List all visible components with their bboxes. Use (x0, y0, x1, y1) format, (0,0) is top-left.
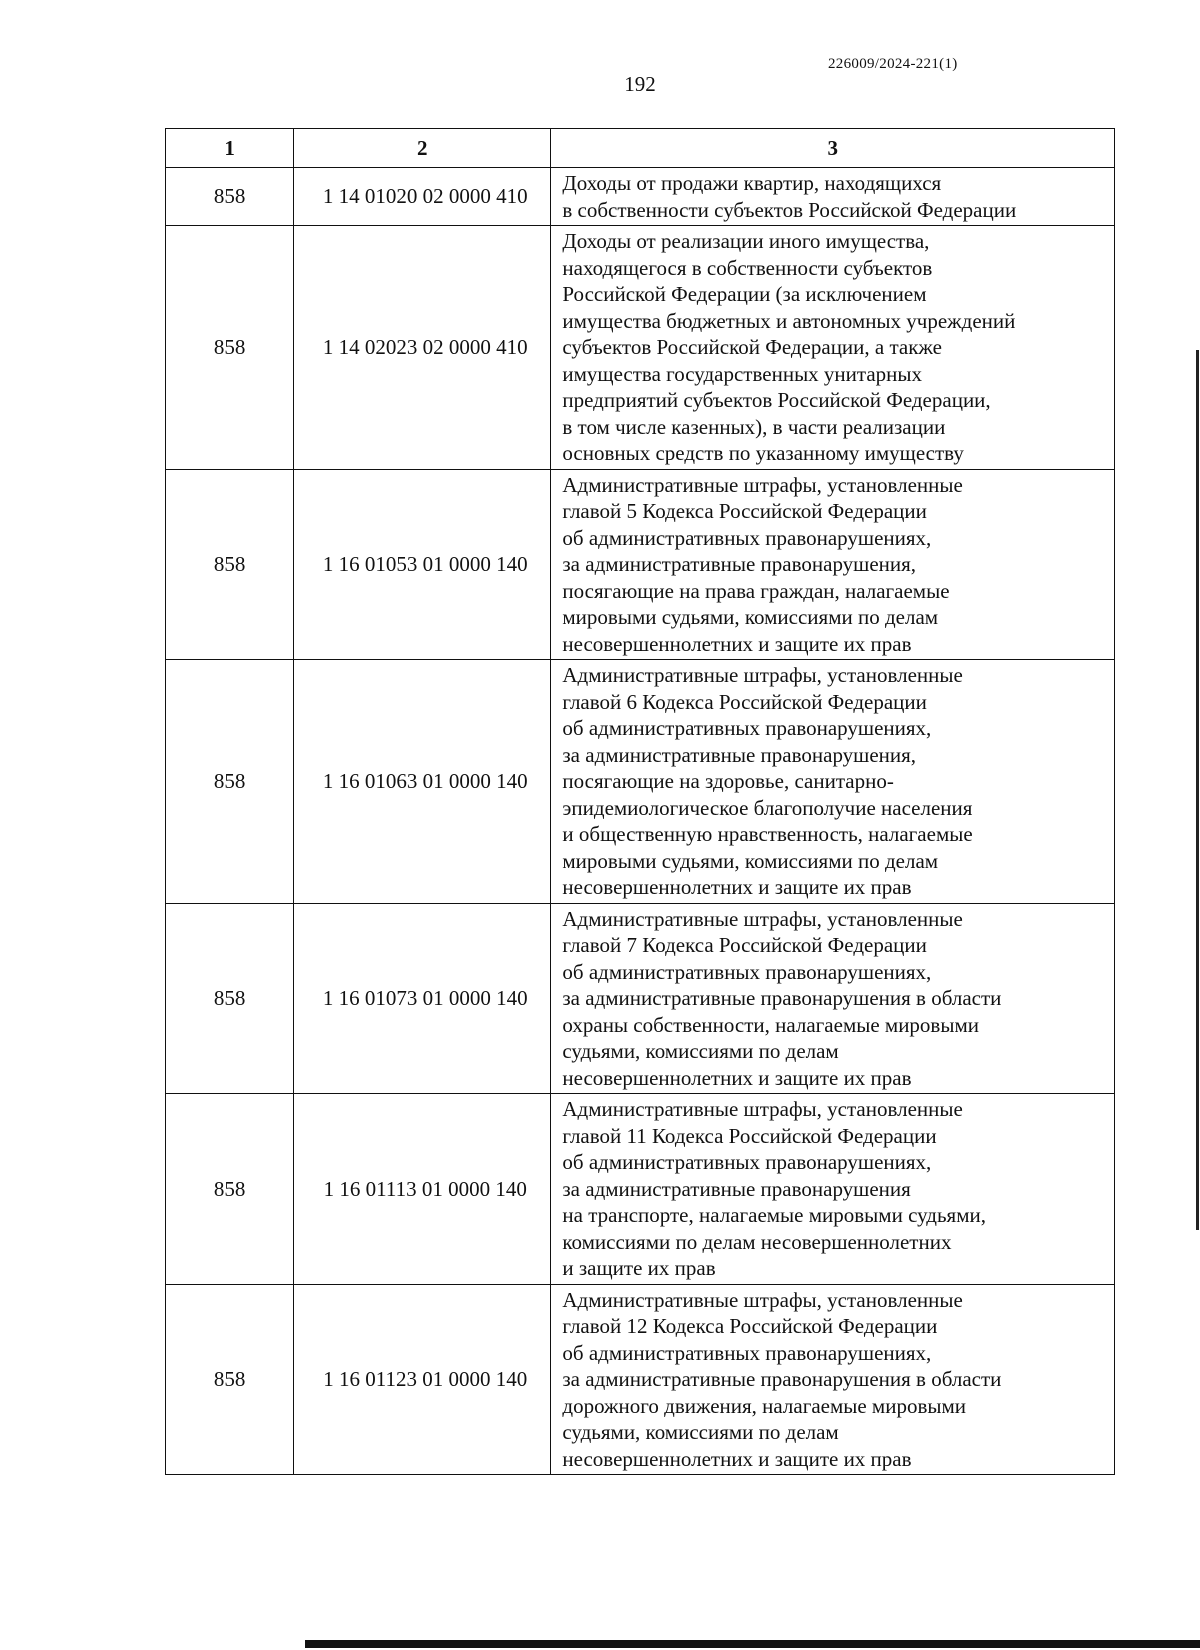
description-line: за административные правонарушения в области (562, 1367, 1002, 1391)
table-row (166, 660, 1115, 904)
description-line: за административные правонарушения, (562, 552, 917, 576)
description-line: субъектов Российской Федерации, а также (562, 335, 942, 359)
table-row (166, 1284, 1115, 1475)
description-line: посягающие на здоровье, санитарно- (562, 769, 894, 793)
description-line: находящегося в собственности субъектов (562, 255, 933, 280)
description-line: об административных правонарушениях, (562, 1150, 932, 1174)
description-line: главой 6 Кодекса Российской Федерации (562, 689, 927, 714)
table-header (166, 129, 1115, 168)
description-line: за административные правонарушения в области (562, 986, 1002, 1010)
description-line: эпидемиологическое благополучие населения (562, 795, 973, 820)
kbk-code-cell: 1 16 01063 01 0000 140 (294, 660, 551, 904)
document-id: 226009/2024-221(1) (828, 56, 958, 72)
column-header-1: 1 (166, 129, 294, 168)
admin-code-cell: 858 (166, 1284, 294, 1475)
description-line: и защите их прав (562, 1256, 716, 1280)
description-line: судьями, комиссиями по делам (562, 1039, 839, 1063)
admin-code-cell: 858 (166, 469, 294, 660)
description-line: в собственности субъектов Российской Федерации (562, 197, 1017, 222)
kbk-code-cell: 1 16 01123 01 0000 140 (294, 1284, 551, 1475)
description-cell (551, 226, 1115, 470)
kbk-code-cell: 1 14 01020 02 0000 410 (294, 168, 551, 226)
description-line: Доходы от реализации иного имущества, (562, 229, 930, 253)
kbk-code-cell: 1 16 01073 01 0000 140 (294, 903, 551, 1094)
description-line: несовершеннолетних и защите их прав (562, 875, 912, 899)
description-line: об административных правонарушениях, (562, 1340, 932, 1365)
admin-code-cell: 858 (166, 660, 294, 904)
description-cell (551, 168, 1115, 226)
column-header-3: 3 (551, 129, 1115, 168)
table-row (166, 1094, 1115, 1285)
description-cell (551, 1284, 1115, 1475)
description-line: комиссиями по делам несовершеннолетних (562, 1229, 952, 1254)
description-line: несовершеннолетних и защите их прав (562, 1446, 912, 1471)
description-line: охраны собственности, налагаемые мировыми (562, 1012, 979, 1037)
description-line: об административных правонарушениях, (562, 716, 932, 740)
scan-bottom-rule (305, 1640, 1200, 1648)
table-row (166, 226, 1115, 470)
description-line: главой 12 Кодекса Российской Федерации (562, 1314, 938, 1338)
revenue-codes-table (165, 128, 1115, 1475)
kbk-code-cell: 1 16 01053 01 0000 140 (294, 469, 551, 660)
description-line: судьями, комиссиями по делам (562, 1420, 839, 1444)
kbk-code-cell: 1 16 01113 01 0000 140 (294, 1094, 551, 1285)
description-cell (551, 903, 1115, 1094)
description-line: в том числе казенных), в части реализации (562, 414, 946, 439)
table-row (166, 903, 1115, 1094)
admin-code-cell: 858 (166, 168, 294, 226)
description-cell (551, 660, 1115, 904)
description-line: имущества бюджетных и автономных учреждений (562, 308, 1016, 333)
description-line: главой 7 Кодекса Российской Федерации (562, 933, 927, 957)
column-header-2: 2 (294, 129, 551, 168)
description-line: Административные штрафы, установленные (562, 1097, 963, 1121)
description-line: предприятий субъектов Российской Федерации, (562, 388, 991, 412)
table-row (166, 469, 1115, 660)
kbk-code-cell: 1 14 02023 02 0000 410 (294, 226, 551, 470)
admin-code-cell: 858 (166, 1094, 294, 1285)
description-line: Административные штрафы, установленные (562, 906, 963, 931)
description-line: об административных правонарушениях, (562, 959, 932, 984)
description-cell (551, 1094, 1115, 1285)
description-line: Российской Федерации (за исключением (562, 282, 927, 306)
description-line: имущества государственных унитарных (562, 361, 923, 386)
description-line: Административные штрафы, установленные (562, 1287, 963, 1312)
description-line: главой 5 Кодекса Российской Федерации (562, 499, 927, 523)
description-line: на транспорте, налагаемые мировыми судьями, (562, 1203, 986, 1227)
description-line: основных средств по указанному имуществу (562, 441, 964, 465)
admin-code-cell: 858 (166, 903, 294, 1094)
table-row (166, 168, 1115, 226)
description-cell (551, 469, 1115, 660)
description-line: несовершеннолетних и защите их прав (562, 1065, 912, 1090)
description-line: за административные правонарушения, (562, 742, 917, 767)
description-line: Административные штрафы, установленные (562, 663, 963, 687)
description-line: мировыми судьями, комиссиями по делам (562, 605, 939, 629)
page-number: 192 (624, 72, 656, 96)
scan-edge-line (1196, 350, 1199, 1230)
description-line: и общественную нравственность, налагаемые (562, 822, 973, 846)
description-line: главой 11 Кодекса Российской Федерации (562, 1123, 937, 1148)
admin-code-cell: 858 (166, 226, 294, 470)
description-line: Доходы от продажи квартир, находящихся (562, 171, 942, 195)
table-body (166, 168, 1115, 1475)
header-row (166, 129, 1115, 168)
description-line: мировыми судьями, комиссиями по делам (562, 848, 939, 873)
description-line: за административные правонарушения (562, 1176, 911, 1201)
description-line: посягающие на права граждан, налагаемые (562, 578, 950, 603)
description-line: дорожного движения, налагаемые мировыми (562, 1393, 967, 1418)
description-line: несовершеннолетних и защите их прав (562, 631, 912, 656)
description-line: об административных правонарушениях, (562, 525, 932, 550)
description-line: Административные штрафы, установленные (562, 472, 963, 497)
